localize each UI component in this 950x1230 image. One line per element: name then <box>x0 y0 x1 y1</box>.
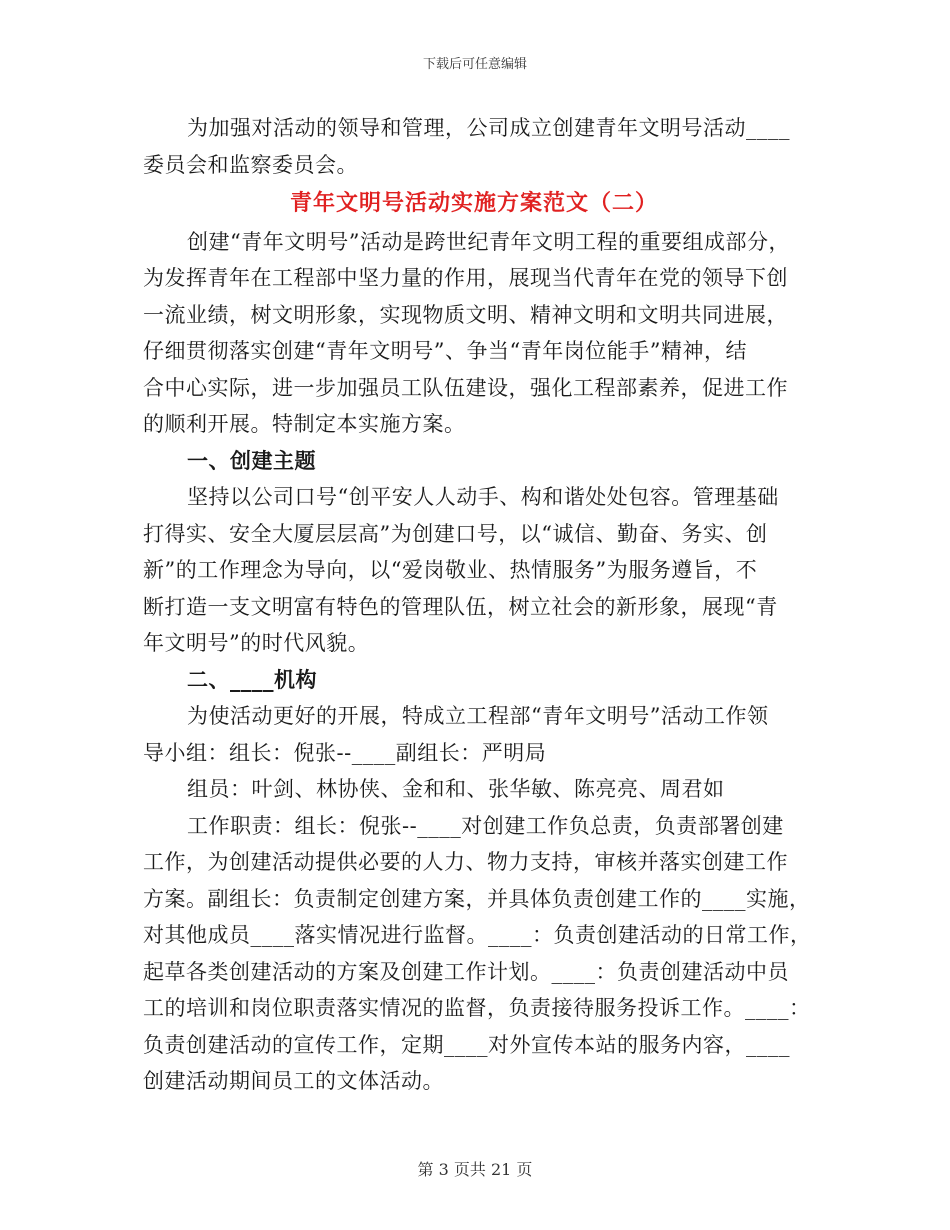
text-line: 为加强对活动的领导和管理，公司成立创建青年文明号活动____ <box>187 116 790 140</box>
document-body <box>143 110 812 1100</box>
text-line: 负责创建活动的宣传工作，定期____对外宣传本站的服务内容，____ <box>143 1032 790 1057</box>
group-paragraph <box>143 698 805 735</box>
document-title: 青年文明号活动实施方案范文（二） <box>289 190 658 216</box>
text-line: 新”的工作理念为导向，以“爱岗敬业、热情服务”为服务遵旨，不 <box>143 558 758 582</box>
prev-section-paragraph <box>143 110 805 147</box>
theme-paragraph <box>143 479 805 516</box>
text-line: 工作职责：组长：倪张--____对创建工作负总责，负责部署创建 <box>187 813 784 838</box>
text-line: 坚持以公司口号“创平安人人动手、构和谐处处包容。管理基础 <box>187 485 779 509</box>
group-paragraph-cont <box>143 735 805 772</box>
text-line: 为使活动更好的开展，特成立工程部“青年文明号”活动工作领 <box>187 704 769 728</box>
text-line: 合中心实际，进一步加强员工队伍建设，强化工程部素养，促进工作 <box>143 375 788 400</box>
page-footer: 第 3 页共 21 页 <box>417 1160 533 1179</box>
duties-paragraph-cont <box>143 844 812 1100</box>
text-line: 年文明号”的时代风貌。 <box>143 631 370 655</box>
text-line: 对其他成员____落实情况进行监督。____：负责创建活动的日常工作， <box>143 923 812 947</box>
text-line: 断打造一支文明富有特色的管理队伍，树立社会的新形象，展现“青 <box>143 594 778 619</box>
text-line: 创建“青年文明号”活动是跨世纪青年文明工程的重要组成部分， <box>187 229 790 254</box>
text-line: 的顺利开展。特制定本实施方案。 <box>143 412 466 436</box>
members-paragraph <box>143 771 805 808</box>
text-line: 仔细贯彻落实创建“青年文明号”、争当“青年岗位能手”精神，结 <box>143 339 747 363</box>
duties-paragraph <box>143 808 805 845</box>
prev-section-paragraph-end <box>143 147 805 184</box>
page-header: 下载后可任意编辑 <box>422 57 527 72</box>
text-line: 工的培训和岗位职责落实情况的监督，负责接待服务投诉工作。____： <box>143 996 811 1020</box>
theme-paragraph-cont <box>143 516 805 662</box>
section-heading-theme: 一、创建主题 <box>187 447 316 473</box>
text-line: 组员：叶剑、林协侠、金和和、张华敏、陈亮亮、周君如 <box>187 777 725 801</box>
text-line: 导小组：组长：倪张--____副组长：严明局 <box>143 740 547 765</box>
text-line: 打得实、安全大厦层层高”为创建口号，以“诚信、勤奋、务实、创 <box>143 521 768 546</box>
text-line: 方案。副组长：负责制定创建方案，并具体负责创建工作的____实施， <box>143 886 811 911</box>
intro-paragraph <box>143 224 805 261</box>
text-line: 工作，为创建活动提供必要的人力、物力支持，审核并落实创建工作 <box>143 850 788 874</box>
text-line: 起草各类创建活动的方案及创建工作计划。____：负责创建活动中员 <box>143 959 789 984</box>
intro-paragraph-cont <box>143 260 805 443</box>
text-line: 创建活动期间员工的文体活动。 <box>143 1069 444 1093</box>
text-line: 一流业绩，树文明形象，实现物质文明、精神文明和文明共同进展， <box>143 302 788 327</box>
section-heading-organization: 二、____机构 <box>187 666 317 692</box>
text-line: 为发挥青年在工程部中坚力量的作用，展现当代青年在党的领导下创 <box>143 266 788 290</box>
text-line: 委员会和监察委员会。 <box>143 152 358 177</box>
